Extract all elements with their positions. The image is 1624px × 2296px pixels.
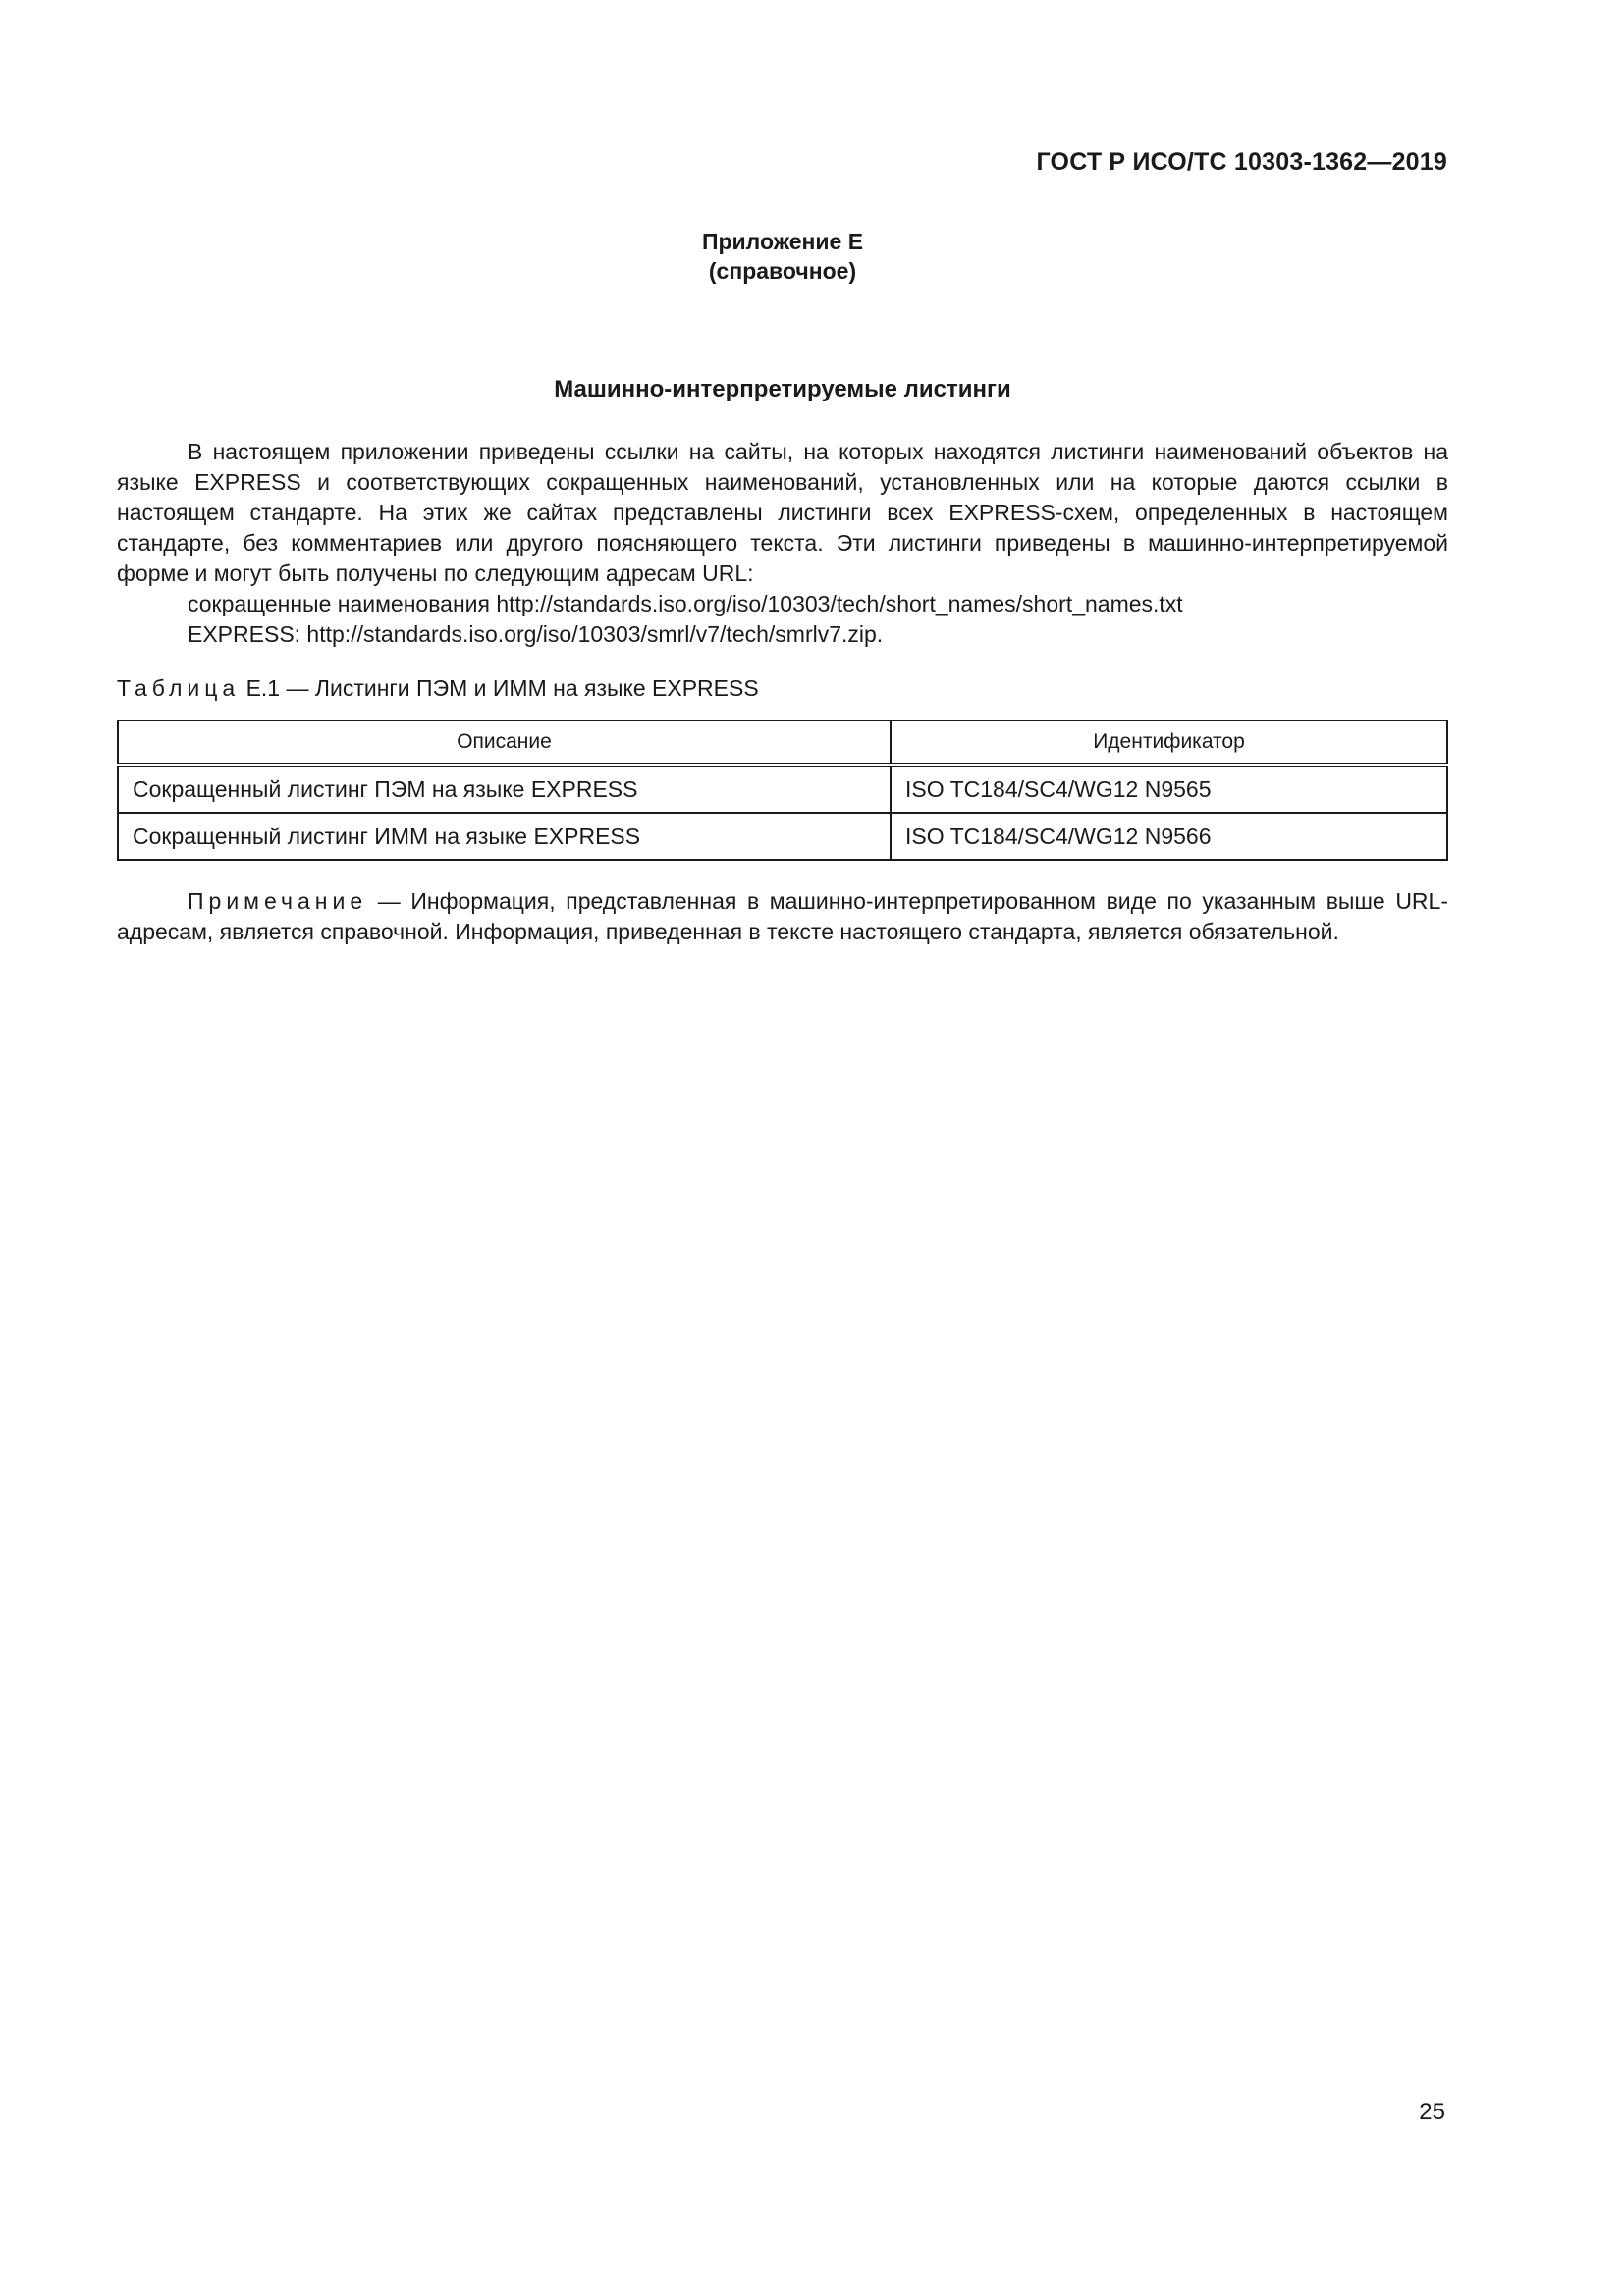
section-title: Машинно-интерпретируемые листинги <box>554 376 1011 402</box>
table-row <box>118 813 1447 860</box>
column-header-description: Описание <box>118 721 891 765</box>
table-row <box>118 765 1447 813</box>
page-header: ГОСТ Р ИСО/ТС 10303-1362—2019 <box>1036 148 1447 176</box>
page-number: 25 <box>1419 2099 1445 2125</box>
short-names-reference: сокращенные наименования http://standards.iso.org/iso/10303/tech/short_names/short_names.txt <box>188 591 1183 616</box>
listings-table <box>117 720 1448 861</box>
express-reference: EXPRESS: http://standards.iso.org/iso/10303/smrl/v7/tech/smrlv7.zip. <box>188 621 884 647</box>
table-cell-identifier: ISO TC184/SC4/WG12 N9565 <box>891 765 1447 813</box>
note-label: Примечание <box>188 888 368 914</box>
table-cell-description: Сокращенный листинг ПЭМ на языке EXPRESS <box>118 765 891 813</box>
annex-heading <box>0 227 1565 286</box>
body-text <box>117 437 1448 650</box>
annex-status: (справочное) <box>708 258 857 284</box>
table-caption-text: Е.1 — Листинги ПЭМ и ИММ на языке EXPRESS <box>240 675 759 701</box>
intro-paragraph: В настоящем приложении приведены ссылки на сайты, на которых находятся листинги наименований объектов на языке EXPRESS и соответствующих сокращенных наименований, установленных или на которые даются ссылки в настоящем стандарте. На этих же сайтах представлены листинги всех EXPRESS-схем, определенных в настоящем стандарте, без комментариев или другого поясняющего текста. Эти листинги приведены в машинно-интерпретируемой форме и могут быть получены по следующим адресам URL: <box>117 439 1448 586</box>
note-text: — Информация, представленная в машинно-интерпретированном виде по указанным выше URL-адресам, является справочной. Информация, приведенная в тексте настоящего стандарта, является обязательной. <box>117 888 1448 944</box>
table-caption <box>117 675 759 702</box>
column-header-identifier: Идентификатор <box>891 721 1447 765</box>
annex-title: Приложение Е <box>701 229 864 254</box>
table-cell-description: Сокращенный листинг ИММ на языке EXPRESS <box>118 813 891 860</box>
table-header-row <box>118 721 1447 765</box>
note <box>117 886 1448 947</box>
table-cell-identifier: ISO TC184/SC4/WG12 N9566 <box>891 813 1447 860</box>
table-caption-label: Таблица <box>117 675 241 701</box>
